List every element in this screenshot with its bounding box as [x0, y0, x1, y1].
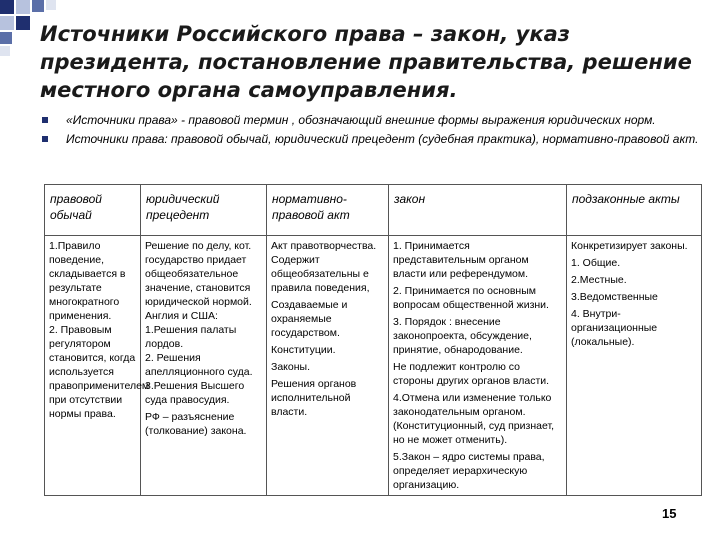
square-bullet-icon [42, 117, 48, 123]
deco-square [32, 0, 44, 12]
cell-line: 5.Закон – ядро системы права, определяет иерархическую организацию. [393, 451, 545, 491]
cell-line: Создаваемые и охраняемые государством. [271, 299, 348, 339]
cell-line: 1. Принимается представительным органом власти или референдумом. [393, 240, 529, 280]
cell-line: Решение по делу, кот. государство придает общеобязательное значение, становится юридической нормой. [145, 240, 252, 308]
header-cell: нормативно-правовой акт [267, 185, 389, 236]
cell-line: 2. Правовым регулятором становится, когда используется правоприменителем при отсутствии нормы права. [49, 324, 150, 420]
header-cell: закон [389, 185, 567, 236]
cell-bylaws [567, 236, 702, 496]
slide-title: Источники Российского права – закон, указ президента, постановление правительства, решение местного органа самоуправления. [40, 22, 692, 102]
header-cell: подзаконные акты [567, 185, 702, 236]
deco-square [16, 0, 30, 14]
sources-table [44, 184, 702, 496]
cell-precedent [141, 236, 267, 496]
cell-law [389, 236, 567, 496]
cell-line: 2. Принимается по основным вопросам общественной жизни. [393, 285, 549, 311]
deco-square [0, 16, 14, 30]
square-bullet-icon [42, 136, 48, 142]
deco-square [0, 46, 10, 56]
cell-line: Конституции. [271, 344, 336, 356]
bullet-text: Источники права: правовой обычай, юридический прецедент (судебная практика), нормативно-правовой акт. [66, 132, 699, 146]
table-row [45, 236, 702, 496]
cell-line: 4. Внутри-организационные (локальные). [571, 308, 658, 348]
header-cell: правовой обычай [45, 185, 141, 236]
cell-line: 4.Отмена или изменение только законодательным органом. (Конституционный, суд признает, но не может отменить). [393, 392, 555, 446]
cell-line: 2. Решения апелляционного суда. [145, 352, 253, 378]
cell-line: 2.Местные. [571, 274, 627, 286]
cell-line: 1.Правило поведение, складывается в результате многократного применения. [49, 240, 126, 322]
cell-line: Законы. [271, 361, 310, 373]
cell-line: Содержит общеобязательны е правила поведения, [271, 254, 370, 294]
header-cell: юридический прецедент [141, 185, 267, 236]
deco-square [0, 32, 12, 44]
cell-normative-act [267, 236, 389, 496]
bullet-item [40, 113, 705, 128]
cell-line: 3.Решения Высшего суда правосудия. [145, 380, 245, 406]
cell-line: 1.Решения палаты лордов. [145, 324, 237, 350]
cell-line: 1. Общие. [571, 257, 621, 269]
cell-custom [45, 236, 150, 496]
table-header-row [45, 185, 702, 236]
cell-line: 3.Ведомственные [571, 291, 658, 303]
cell-line: 3. Порядок : внесение законопроекта, обсуждение, принятие, обнародование. [393, 316, 532, 356]
cell-line: РФ – разъяснение (толкование) закона. [145, 411, 247, 437]
deco-square [0, 0, 14, 14]
cell-line: Конкретизирует законы. [571, 240, 688, 252]
bullet-list [40, 113, 705, 151]
deco-square [16, 16, 30, 30]
bullet-text: «Источники права» - правовой термин , обозначающий внешние формы выражения юридических норм. [66, 113, 656, 127]
deco-square [46, 0, 56, 10]
cell-line: Решения органов исполнительной власти. [271, 378, 357, 418]
page-number: 15 [662, 506, 677, 521]
cell-line: Англия и США: [145, 310, 218, 322]
cell-line: Акт правотворчества. [271, 240, 377, 252]
bullet-item [40, 132, 705, 147]
cell-line: Не подлежит контролю со стороны других органов власти. [393, 361, 550, 387]
